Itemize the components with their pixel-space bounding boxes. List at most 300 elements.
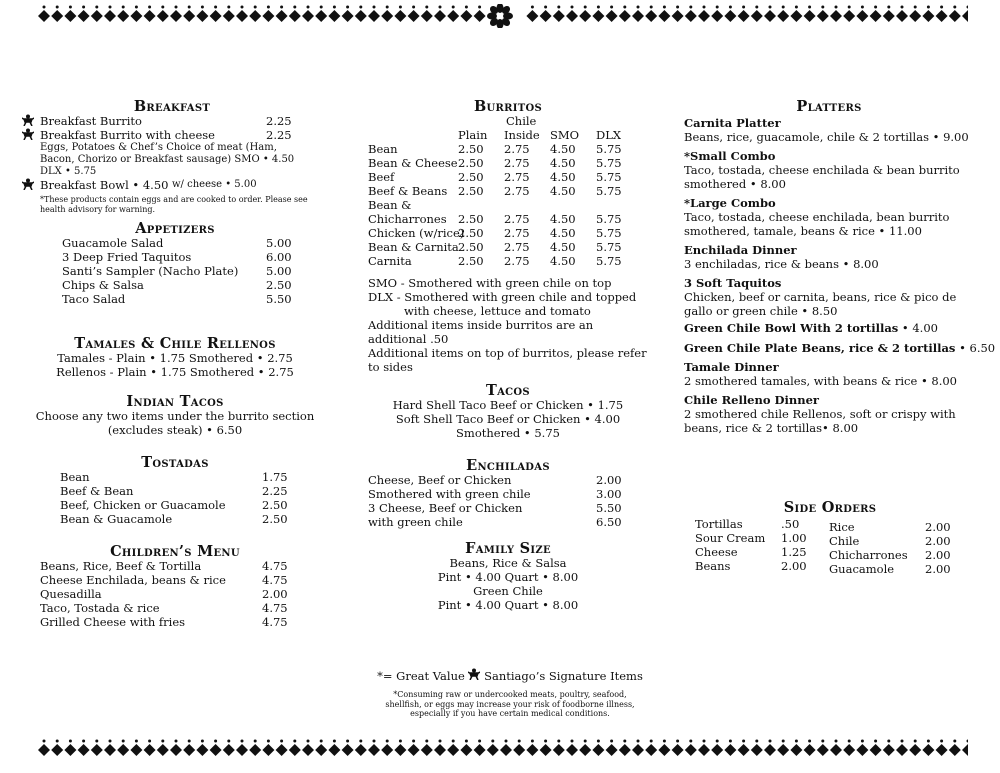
- item-price: 5.50: [596, 501, 622, 515]
- dot-ornament: [280, 6, 283, 9]
- diamond-ornament: [447, 10, 459, 22]
- list-item: [40, 250, 310, 264]
- item-price: 1.75: [262, 470, 288, 484]
- diamond-ornament: [487, 744, 499, 756]
- burrito-row: [368, 212, 648, 226]
- diamond-ornament: [672, 10, 684, 22]
- diamond-ornament: [685, 10, 697, 22]
- dot-ornament: [742, 740, 745, 743]
- dot-ornament: [95, 6, 98, 9]
- dot-ornament: [531, 6, 534, 9]
- diamond-ornament: [157, 10, 169, 22]
- dot-ornament: [769, 6, 772, 9]
- item-name: Guacamole: [829, 562, 895, 576]
- diamond-ornament: [196, 10, 208, 22]
- item-price: 1.00: [781, 531, 807, 545]
- item-name: Quesadilla: [40, 587, 102, 601]
- item-price: 5.75: [596, 254, 622, 268]
- diamond-ornament: [592, 10, 604, 22]
- diamond-ornament: [210, 10, 222, 22]
- item-name: Rice: [829, 520, 855, 534]
- dot-ornament: [386, 6, 389, 9]
- dot-ornament: [610, 6, 613, 9]
- burritos-title: Burritos: [473, 98, 543, 115]
- col-header: SMO: [550, 128, 580, 142]
- diamond-ornament: [566, 10, 578, 22]
- diamond-ornament: [751, 10, 763, 22]
- list-item: [829, 562, 965, 576]
- dot-ornament: [953, 6, 956, 9]
- diamond-ornament: [328, 10, 340, 22]
- diamond-ornament: [830, 744, 842, 756]
- dot-ornament: [518, 740, 521, 743]
- diamond-ornament: [804, 10, 816, 22]
- dot-ornament: [386, 740, 389, 743]
- diamond-ornament: [790, 10, 802, 22]
- dot-ornament: [412, 740, 415, 743]
- dot-ornament: [359, 6, 362, 9]
- diamond-ornament: [183, 744, 195, 756]
- diamond-ornament: [672, 744, 684, 756]
- diamond-ornament: [698, 10, 710, 22]
- diamond-ornament: [355, 10, 367, 22]
- item-name: Cheese: [695, 545, 738, 559]
- diamond-ornament: [738, 10, 750, 22]
- item-name: Chicken (w/rice): [368, 226, 465, 240]
- dot-ornament: [43, 6, 46, 9]
- item-price: 4.50: [550, 142, 576, 156]
- dot-ornament: [755, 6, 758, 9]
- diamond-ornament: [196, 744, 208, 756]
- dot-ornament: [69, 740, 72, 743]
- dot-ornament: [241, 740, 244, 743]
- dot-ornament: [808, 740, 811, 743]
- diamond-ornament: [315, 744, 327, 756]
- item-price: 4.50: [550, 240, 576, 254]
- item-price: 2.50: [458, 156, 484, 170]
- dot-ornament: [254, 6, 257, 9]
- bottom-border-ornament: [32, 738, 968, 762]
- children-section: [40, 545, 310, 629]
- dot-ornament: [835, 740, 838, 743]
- diamond-ornament: [447, 744, 459, 756]
- diamond-ornament: [843, 10, 855, 22]
- dot-ornament: [887, 6, 890, 9]
- dot-ornament: [333, 740, 336, 743]
- platter-desc: gallo or green chile • 8.50: [684, 304, 838, 318]
- dot-ornament: [901, 6, 904, 9]
- diamond-ornament: [91, 744, 103, 756]
- diamond-ornament: [130, 744, 142, 756]
- dot-ornament: [491, 740, 494, 743]
- diamond-ornament: [78, 744, 90, 756]
- platter-name: *Small Combo: [684, 149, 776, 163]
- dot-ornament: [188, 6, 191, 9]
- family-section: [368, 542, 648, 612]
- item-name: Bean: [60, 470, 90, 484]
- item-price: 2.00: [925, 548, 951, 562]
- item-price: 5.50: [266, 292, 292, 306]
- dot-ornament: [782, 740, 785, 743]
- item-price: 4.50: [550, 226, 576, 240]
- diamond-ornament: [962, 744, 968, 756]
- diamond-ornament: [896, 10, 908, 22]
- item-name: Beef, Chicken or Guacamole: [60, 498, 226, 512]
- sides-title: Side Orders: [783, 499, 877, 516]
- item-price: 2.75: [504, 170, 530, 184]
- diamond-ornament: [777, 10, 789, 22]
- dot-ornament: [953, 740, 956, 743]
- indian-line-2: (excludes steak) • 6.50: [107, 423, 243, 437]
- dot-ornament: [175, 6, 178, 9]
- dot-ornament: [161, 740, 164, 743]
- diamond-ornament: [170, 744, 182, 756]
- diamond-ornament: [909, 744, 921, 756]
- diamond-ornament: [262, 10, 274, 22]
- diamond-ornament: [619, 744, 631, 756]
- dot-ornament: [227, 740, 230, 743]
- diamond-ornament: [883, 744, 895, 756]
- legend: [340, 668, 680, 683]
- list-item: [40, 601, 310, 615]
- diamond-ornament: [883, 10, 895, 22]
- diamond-ornament: [632, 10, 644, 22]
- health-advisory: *Consuming raw or undercooked meats, poultry, seafood, shellfish, or eggs may increase your risk of foodborne illness, especially if you have certain medical conditions.: [385, 690, 635, 718]
- item-name: Taco Salad: [62, 292, 126, 306]
- item-price: 5.75: [596, 212, 622, 226]
- family-title: Family Size: [465, 540, 551, 557]
- item-price: 3.00: [596, 487, 622, 501]
- diamond-ornament: [526, 744, 538, 756]
- diamond-ornament: [540, 744, 552, 756]
- item-price: 5.00: [266, 236, 292, 250]
- list-item: [22, 178, 322, 192]
- diamond-ornament: [870, 744, 882, 756]
- item-name: Bean &: [368, 198, 412, 212]
- dot-ornament: [689, 740, 692, 743]
- dot-ornament: [346, 6, 349, 9]
- diamond-ornament: [355, 744, 367, 756]
- diamond-ornament: [936, 744, 948, 756]
- diamond-ornament: [289, 744, 301, 756]
- dot-ornament: [478, 6, 481, 9]
- diamond-ornament: [830, 10, 842, 22]
- diamond-ornament: [685, 744, 697, 756]
- dot-ornament: [280, 740, 283, 743]
- diamond-ornament: [394, 744, 406, 756]
- diamond-ornament: [817, 744, 829, 756]
- diamond-ornament: [434, 744, 446, 756]
- diamond-ornament: [922, 10, 934, 22]
- dot-ornament: [135, 6, 138, 9]
- dot-ornament: [676, 740, 679, 743]
- dot-ornament: [729, 6, 732, 9]
- burrito-row: [368, 184, 648, 198]
- family-line: Pint • 4.00 Quart • 8.00: [437, 598, 579, 612]
- dot-ornament: [109, 6, 112, 9]
- diamond-ornament: [658, 10, 670, 22]
- dot-ornament: [716, 6, 719, 9]
- item-price: 2.25: [262, 484, 288, 498]
- dot-ornament: [307, 6, 310, 9]
- diamond-ornament: [342, 10, 354, 22]
- list-item: [40, 498, 310, 512]
- diamond-ornament: [78, 10, 90, 22]
- dot-ornament: [861, 6, 864, 9]
- diamond-ornament: [51, 744, 63, 756]
- item-price: 2.50: [458, 226, 484, 240]
- item-name: Beans: [695, 559, 731, 573]
- item-price: 2.50: [458, 170, 484, 184]
- item-description: Eggs, Potatoes & Chef’s Choice of meat (Ham, Bacon, Chorizo or Breakfast sausage) SMO • 4.50 DLX • 5.75: [40, 142, 295, 177]
- tacos-section: [368, 384, 648, 440]
- diamond-ornament: [606, 744, 618, 756]
- dot-ornament: [56, 740, 59, 743]
- appetizers-title: Appetizers: [135, 220, 215, 237]
- enchiladas-section: [368, 459, 648, 529]
- list-item: [40, 587, 310, 601]
- dot-ornament: [795, 740, 798, 743]
- list-item: [695, 517, 815, 531]
- diamond-ornament: [856, 10, 868, 22]
- item-price: 4.50: [550, 212, 576, 226]
- dot-ornament: [333, 6, 336, 9]
- item-name: Beans, Rice, Beef & Tortilla: [40, 559, 202, 573]
- burrito-row: [368, 142, 648, 156]
- dot-ornament: [637, 740, 640, 743]
- dot-ornament: [821, 6, 824, 9]
- breakfast-section: [22, 100, 322, 214]
- dot-ornament: [320, 740, 323, 743]
- item-price: 4.75: [262, 601, 288, 615]
- dot-ornament: [82, 6, 85, 9]
- item-price: 2.50: [262, 512, 288, 526]
- burrito-row: [368, 254, 648, 268]
- dot-ornament: [571, 6, 574, 9]
- diamond-ornament: [738, 744, 750, 756]
- dot-ornament: [716, 740, 719, 743]
- dot-ornament: [56, 6, 59, 9]
- platter-desc: Taco, tostada, cheese enchilada, bean burrito: [684, 210, 950, 224]
- tostadas-section: [40, 456, 310, 526]
- legend-value: *= Great Value: [377, 669, 465, 683]
- dot-ornament: [425, 740, 428, 743]
- col-header: DLX: [596, 128, 622, 142]
- dot-ornament: [703, 6, 706, 9]
- platter-item: [684, 393, 974, 435]
- dot-ornament: [465, 6, 468, 9]
- appetizers-section: [40, 222, 310, 306]
- dot-ornament: [412, 6, 415, 9]
- platter-item: [684, 276, 974, 318]
- diamond-ornament: [408, 10, 420, 22]
- platter-desc: Chicken, beef or carnita, beans, rice & pico de: [684, 290, 957, 304]
- platters-section: [684, 98, 996, 435]
- dot-ornament: [399, 6, 402, 9]
- dot-ornament: [346, 740, 349, 743]
- diamond-ornament: [183, 10, 195, 22]
- item-price: .50: [781, 517, 800, 531]
- dot-ornament: [927, 6, 930, 9]
- signature-icon: [22, 178, 34, 193]
- list-item: [368, 473, 648, 487]
- diamond-ornament: [368, 10, 380, 22]
- dot-ornament: [927, 740, 930, 743]
- breakfast-title: Breakfast: [133, 98, 211, 115]
- dot-ornament: [214, 6, 217, 9]
- dot-ornament: [505, 740, 508, 743]
- diamond-ornament: [262, 744, 274, 756]
- dot-ornament: [439, 6, 442, 9]
- signature-icon: [22, 128, 34, 143]
- dot-ornament: [452, 6, 455, 9]
- dot-ornament: [742, 6, 745, 9]
- diamond-ornament: [592, 744, 604, 756]
- platter-item: [684, 196, 974, 238]
- platter-item: [684, 243, 974, 271]
- dot-ornament: [623, 740, 626, 743]
- green-chile-plate: Green Chile Plate Beans, rice & 2 tortillas • 6.50: [684, 341, 996, 355]
- dot-ornament: [663, 740, 666, 743]
- diamond-ornament: [606, 10, 618, 22]
- taco-line: Smothered • 5.75: [456, 426, 560, 440]
- diamond-ornament: [579, 10, 591, 22]
- platter-name: Enchilada Dinner: [684, 243, 797, 257]
- item-name: 3 Cheese, Beef or Chicken: [368, 501, 523, 515]
- dot-ornament: [769, 740, 772, 743]
- dot-ornament: [597, 740, 600, 743]
- diamond-ornament: [632, 744, 644, 756]
- burrito-row: [368, 198, 648, 212]
- diamond-ornament: [724, 744, 736, 756]
- diamond-ornament: [460, 744, 472, 756]
- item-name: Guacamole Salad: [62, 236, 164, 250]
- list-item: [695, 531, 815, 545]
- item-price: 4.50: [550, 184, 576, 198]
- diamond-ornament: [408, 744, 420, 756]
- diamond-ornament: [949, 744, 961, 756]
- diamond-ornament: [276, 744, 288, 756]
- dot-ornament: [267, 740, 270, 743]
- burrito-header-row: [368, 128, 648, 142]
- list-item: [368, 501, 648, 515]
- dot-ornament: [676, 6, 679, 9]
- col-chile: Chile: [506, 114, 537, 128]
- dot-ornament: [874, 740, 877, 743]
- platter-item: [684, 116, 974, 144]
- diamond-ornament: [249, 744, 261, 756]
- item-price: 2.00: [925, 520, 951, 534]
- diamond-ornament: [130, 10, 142, 22]
- dot-ornament: [663, 6, 666, 9]
- list-item: [40, 236, 310, 250]
- diamond-ornament: [64, 744, 76, 756]
- dot-ornament: [557, 6, 560, 9]
- signature-icon: [468, 669, 480, 683]
- dot-ornament: [848, 6, 851, 9]
- diamond-ornament: [658, 744, 670, 756]
- dot-ornament: [201, 6, 204, 9]
- taco-line: Hard Shell Taco Beef or Chicken • 1.75: [392, 398, 624, 412]
- platter-name: Chile Relleno Dinner: [684, 393, 819, 407]
- diamond-ornament: [922, 744, 934, 756]
- list-item: [40, 264, 310, 278]
- burrito-row: [368, 240, 648, 254]
- dot-ornament: [874, 6, 877, 9]
- diamond-ornament: [421, 744, 433, 756]
- dot-ornament: [95, 740, 98, 743]
- sides-section: [695, 501, 965, 575]
- diamond-ornament: [698, 744, 710, 756]
- list-item: [40, 484, 310, 498]
- dot-ornament: [703, 740, 706, 743]
- dot-ornament: [940, 6, 943, 9]
- diamond-ornament: [579, 744, 591, 756]
- diamond-ornament: [870, 10, 882, 22]
- diamond-ornament: [236, 10, 248, 22]
- diamond-ornament: [289, 10, 301, 22]
- dot-ornament: [425, 6, 428, 9]
- item-name: Bean & Carnita: [368, 240, 459, 254]
- diamond-ornament: [38, 10, 50, 22]
- burrito-note: DLX - Smothered with green chile and topped: [368, 290, 637, 304]
- item-name: Beef & Beans: [368, 184, 448, 198]
- platter-name: Tamale Dinner: [684, 360, 779, 374]
- diamond-ornament: [236, 744, 248, 756]
- list-item: [40, 512, 310, 526]
- item-price: 2.50: [262, 498, 288, 512]
- platter-name: Carnita Platter: [684, 116, 781, 130]
- tostadas-title: Tostadas: [141, 454, 209, 471]
- diamond-ornament: [645, 10, 657, 22]
- diamond-ornament: [619, 10, 631, 22]
- dot-ornament: [439, 740, 442, 743]
- dot-ornament: [689, 6, 692, 9]
- item-name: Cheese Enchilada, beans & rice: [40, 573, 226, 587]
- diamond-ornament: [751, 744, 763, 756]
- dot-ornament: [808, 6, 811, 9]
- diamond-ornament: [144, 744, 156, 756]
- diamond-ornament: [962, 10, 968, 22]
- diamond-ornament: [909, 10, 921, 22]
- dot-ornament: [967, 740, 969, 743]
- diamond-ornament: [328, 744, 340, 756]
- dot-ornament: [478, 740, 481, 743]
- list-item: [829, 520, 965, 534]
- list-item: [40, 278, 310, 292]
- dot-ornament: [795, 6, 798, 9]
- list-item: [40, 573, 310, 587]
- dot-ornament: [82, 740, 85, 743]
- diamond-ornament: [804, 744, 816, 756]
- platter-desc: 2 smothered tamales, with beans & rice • 8.00: [684, 374, 957, 388]
- diamond-ornament: [249, 10, 261, 22]
- diamond-ornament: [381, 10, 393, 22]
- dot-ornament: [861, 740, 864, 743]
- dot-ornament: [637, 6, 640, 9]
- diamond-ornament: [764, 744, 776, 756]
- burritos-section: [368, 100, 648, 374]
- green-chile-bowl: Green Chile Bowl With 2 tortillas • 4.00: [684, 321, 938, 335]
- item-price: 2.00: [925, 534, 951, 548]
- diamond-ornament: [302, 10, 314, 22]
- diamond-ornament: [500, 744, 512, 756]
- item-name: with green chile: [368, 515, 463, 529]
- diamond-ornament: [936, 10, 948, 22]
- dot-ornament: [967, 6, 969, 9]
- item-price: 5.75: [596, 184, 622, 198]
- dot-ornament: [914, 6, 917, 9]
